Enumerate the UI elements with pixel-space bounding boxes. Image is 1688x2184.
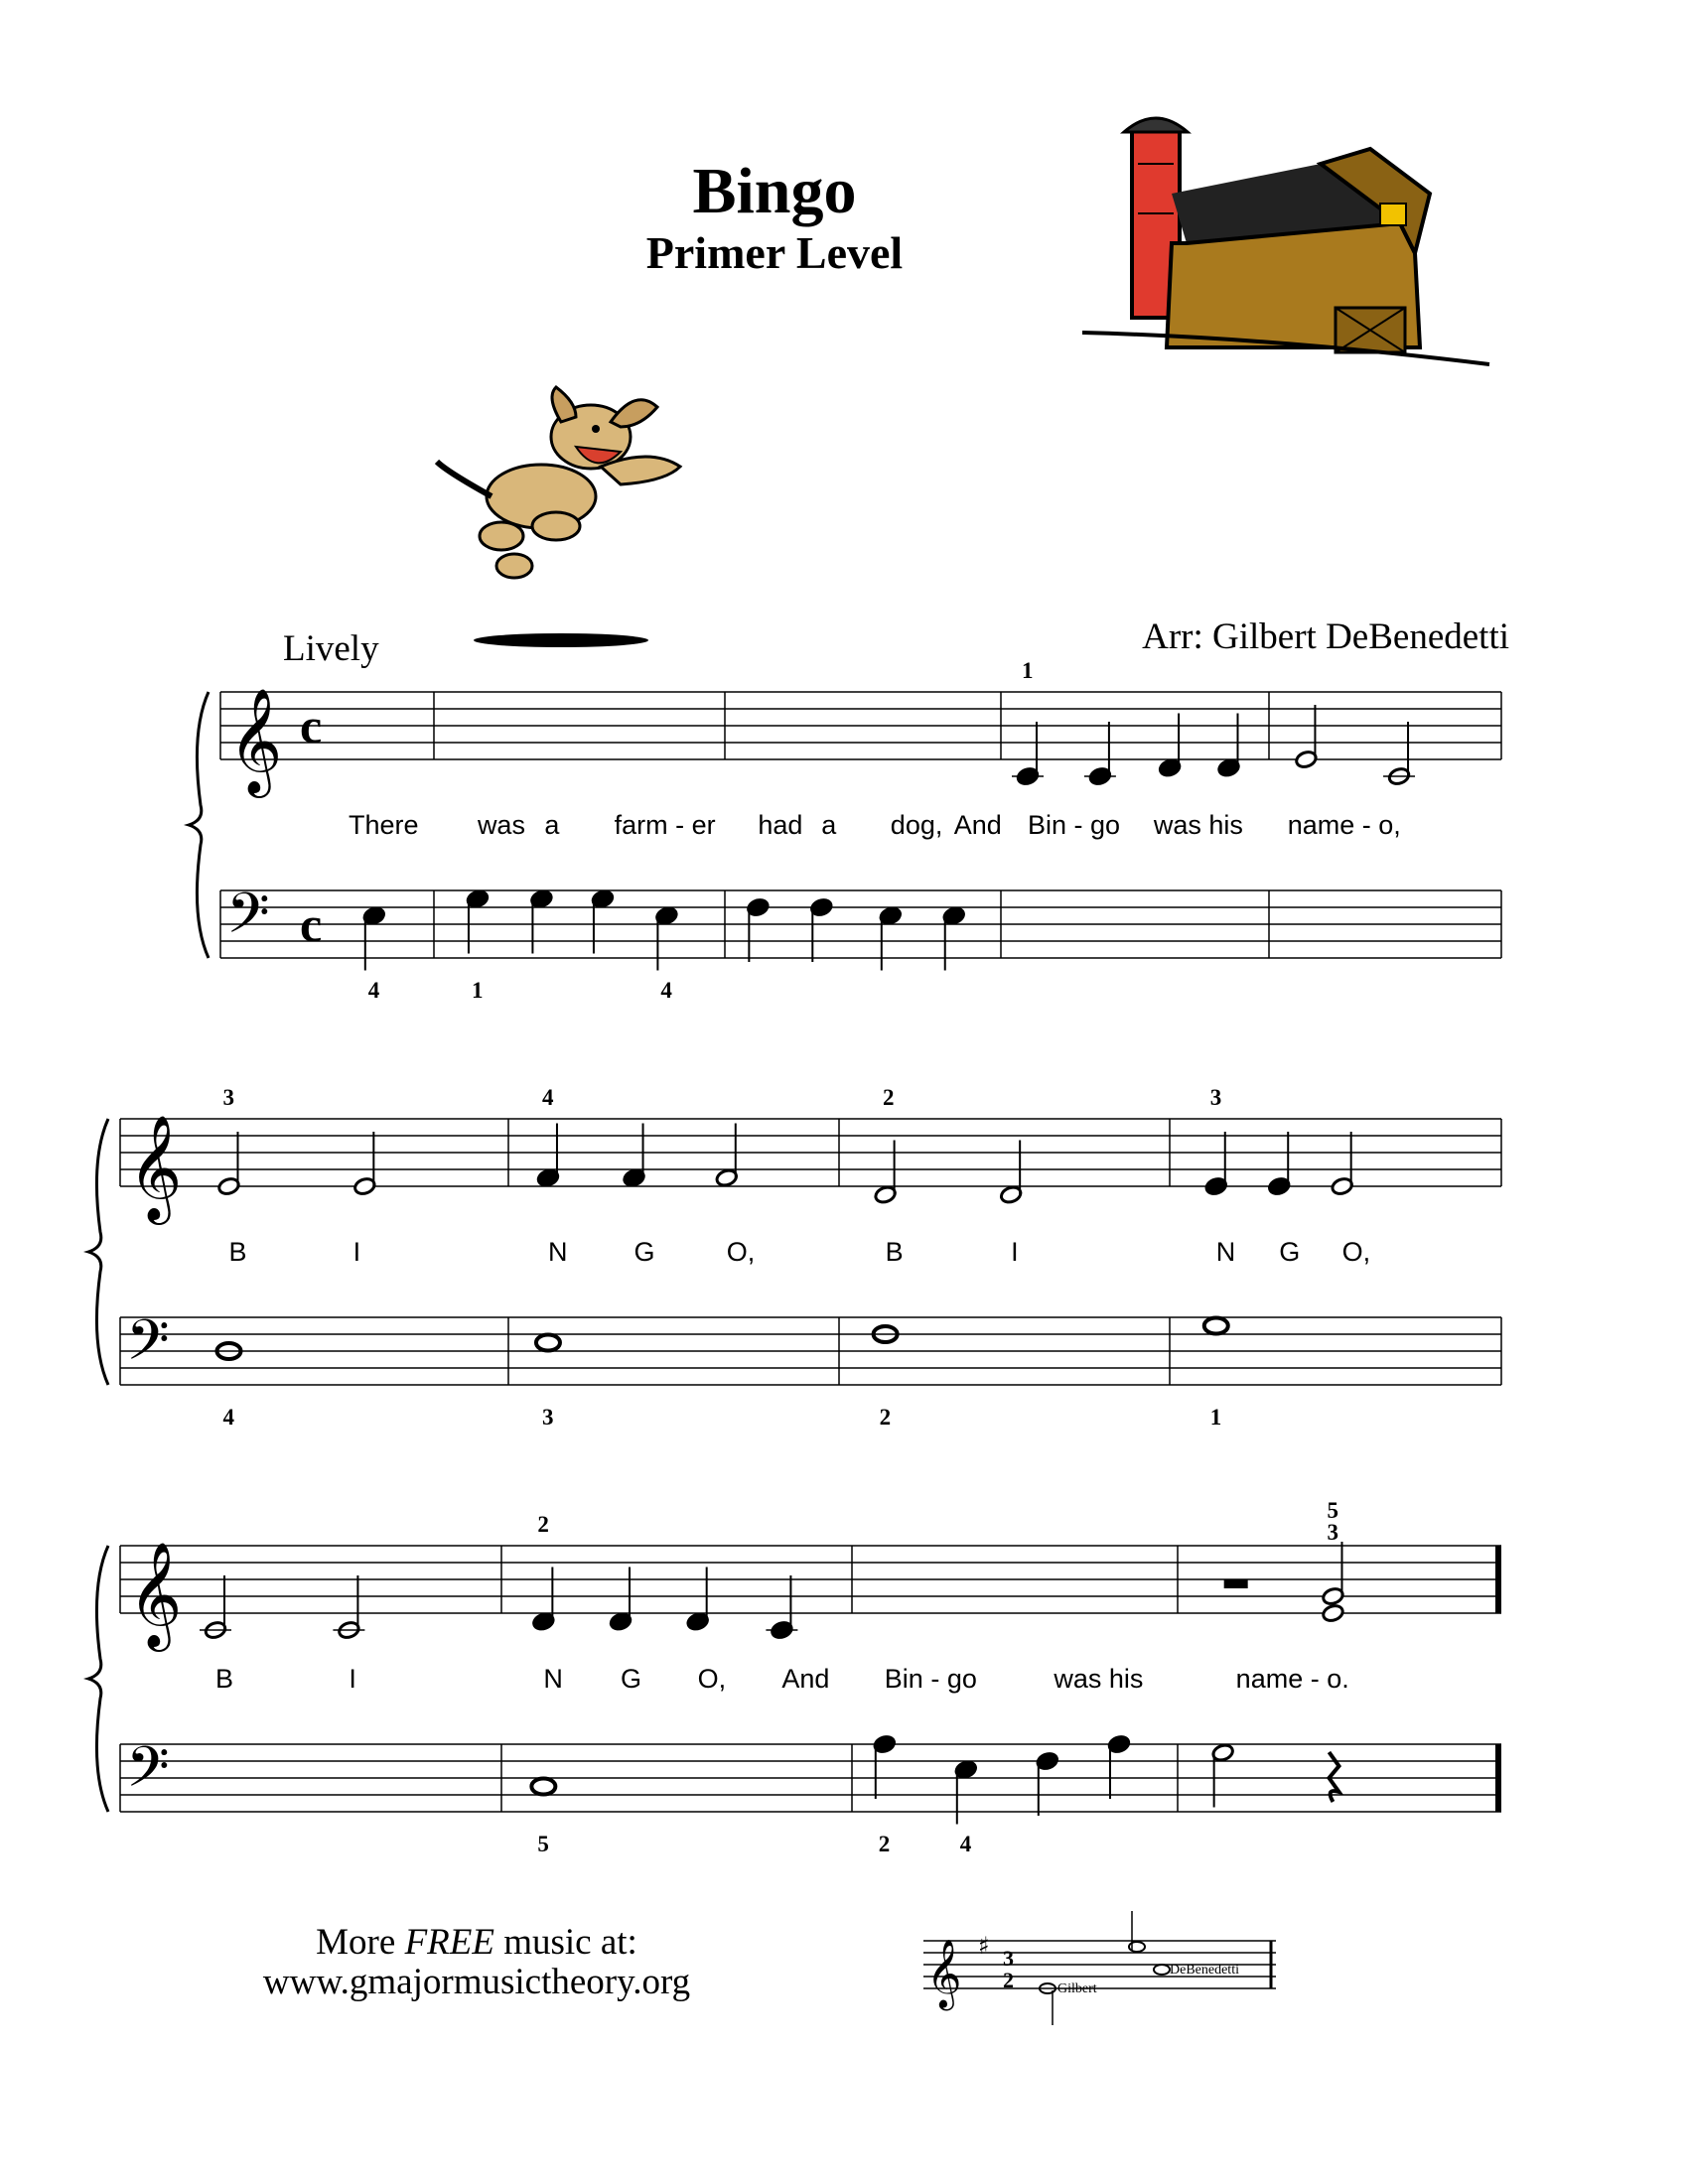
treble-fingering: 1 (1022, 658, 1034, 683)
treble-clef-icon: 𝄞 (228, 687, 283, 793)
arranger-credit: Arr: Gilbert DeBenedetti (1142, 616, 1509, 657)
treble-clef-icon: 𝄞 (128, 1541, 183, 1647)
lyric-syllable: G (621, 1664, 642, 1694)
lyric-syllable: Bin - go (1028, 810, 1121, 840)
lyric-syllable: I (1011, 1237, 1019, 1267)
bass-fingering: 2 (879, 1405, 892, 1430)
lyric-syllable: a (821, 810, 837, 840)
bass-note (1204, 1318, 1228, 1334)
tempo-marking: Lively (283, 628, 379, 669)
footer-line-1 (0, 1921, 953, 1964)
treble-fingering: 3 (222, 1085, 234, 1110)
bass-note (536, 1335, 560, 1351)
treble-fingering: 2 (537, 1512, 549, 1537)
lyric-syllable: had (758, 810, 803, 840)
lyric-syllable: N (543, 1664, 563, 1694)
half-rest (1224, 1579, 1248, 1588)
bass-fingering: 4 (660, 978, 672, 1003)
bass-fingering: 4 (959, 1832, 972, 1856)
system-1 (189, 658, 1501, 1003)
bass-fingering: 3 (541, 1405, 554, 1430)
time-signature: c (300, 896, 323, 952)
bass-fingering: 4 (222, 1405, 234, 1430)
lyric-syllable: G (1279, 1237, 1301, 1267)
lyric-syllable: a (544, 810, 560, 840)
bass-clef-icon: 𝄢 (126, 1735, 170, 1814)
composer-logo (918, 1906, 1286, 2030)
lyric-syllable: was (477, 810, 525, 840)
treble-fingering: 4 (541, 1085, 554, 1110)
lyric-syllable: I (352, 1237, 361, 1267)
lyric-syllable: was his (1153, 810, 1243, 840)
lyric-syllable: B (215, 1664, 234, 1694)
lyric-syllable: O, (726, 1237, 756, 1267)
lyric-syllable: B (228, 1237, 247, 1267)
lyric-syllable: And (781, 1664, 830, 1694)
lyric-syllable: G (633, 1237, 655, 1267)
lyric-syllable: There (349, 810, 419, 840)
system-2 (88, 1085, 1501, 1430)
lyric-syllable: was his (1054, 1664, 1144, 1694)
treble-fingering: 3 (1209, 1085, 1222, 1110)
song-title: Bingo (692, 155, 857, 227)
bass-fingering: 1 (1209, 1405, 1222, 1430)
lyric-syllable: name - o, (1287, 810, 1401, 840)
brace (88, 1546, 108, 1812)
footer-text: music at: (493, 1922, 637, 1963)
bass-fingering: 1 (471, 978, 484, 1003)
brace (189, 692, 209, 958)
svg-text:3: 3 (1003, 1946, 1014, 1971)
lyric-syllable: O, (697, 1664, 727, 1694)
lyric-syllable: O, (1341, 1237, 1371, 1267)
lyric-syllable: N (547, 1237, 568, 1267)
bass-clef-icon: 𝄢 (126, 1308, 170, 1387)
treble-fingering: 2 (882, 1085, 895, 1110)
bass-clef-icon: 𝄢 (226, 882, 270, 960)
lyric-syllable: farm - er (614, 810, 716, 840)
brace (88, 1119, 108, 1385)
logo-text-2: DeBenedetti (1170, 1963, 1239, 1978)
lyric-syllable: dog, (890, 810, 943, 840)
svg-text:2: 2 (1003, 1968, 1014, 1992)
treble-clef-icon: 𝄞 (128, 1114, 183, 1220)
footer-free-text: FREE (404, 1922, 494, 1963)
logo-treble-clef-icon: 𝄞 (926, 1939, 962, 2008)
lyric-syllable: N (1215, 1237, 1236, 1267)
lyric-syllable: And (953, 810, 1002, 840)
lyric-syllable: B (885, 1237, 904, 1267)
bass-fingering: 2 (878, 1832, 891, 1856)
footer-text: More (316, 1922, 405, 1963)
svg-text:♯: ♯ (978, 1932, 990, 1960)
bass-note (531, 1779, 555, 1795)
bass-fingering: 4 (367, 978, 380, 1003)
lyric-syllable: name - o. (1235, 1664, 1349, 1694)
system-3 (88, 1498, 1501, 1856)
footer-website[interactable]: www.gmajormusictheory.org (262, 1962, 691, 2002)
time-signature: c (300, 698, 323, 753)
logo-text-1: Gilbert (1057, 1981, 1097, 1996)
lyric-syllable: Bin - go (884, 1664, 977, 1694)
treble-note (1322, 1603, 1345, 1623)
level-subtitle: Primer Level (645, 227, 904, 278)
lyric-syllable: I (349, 1664, 356, 1694)
treble-fingering: 3 (1327, 1520, 1338, 1545)
bass-fingering: 5 (537, 1832, 549, 1856)
treble-fingering: 5 (1327, 1498, 1338, 1523)
